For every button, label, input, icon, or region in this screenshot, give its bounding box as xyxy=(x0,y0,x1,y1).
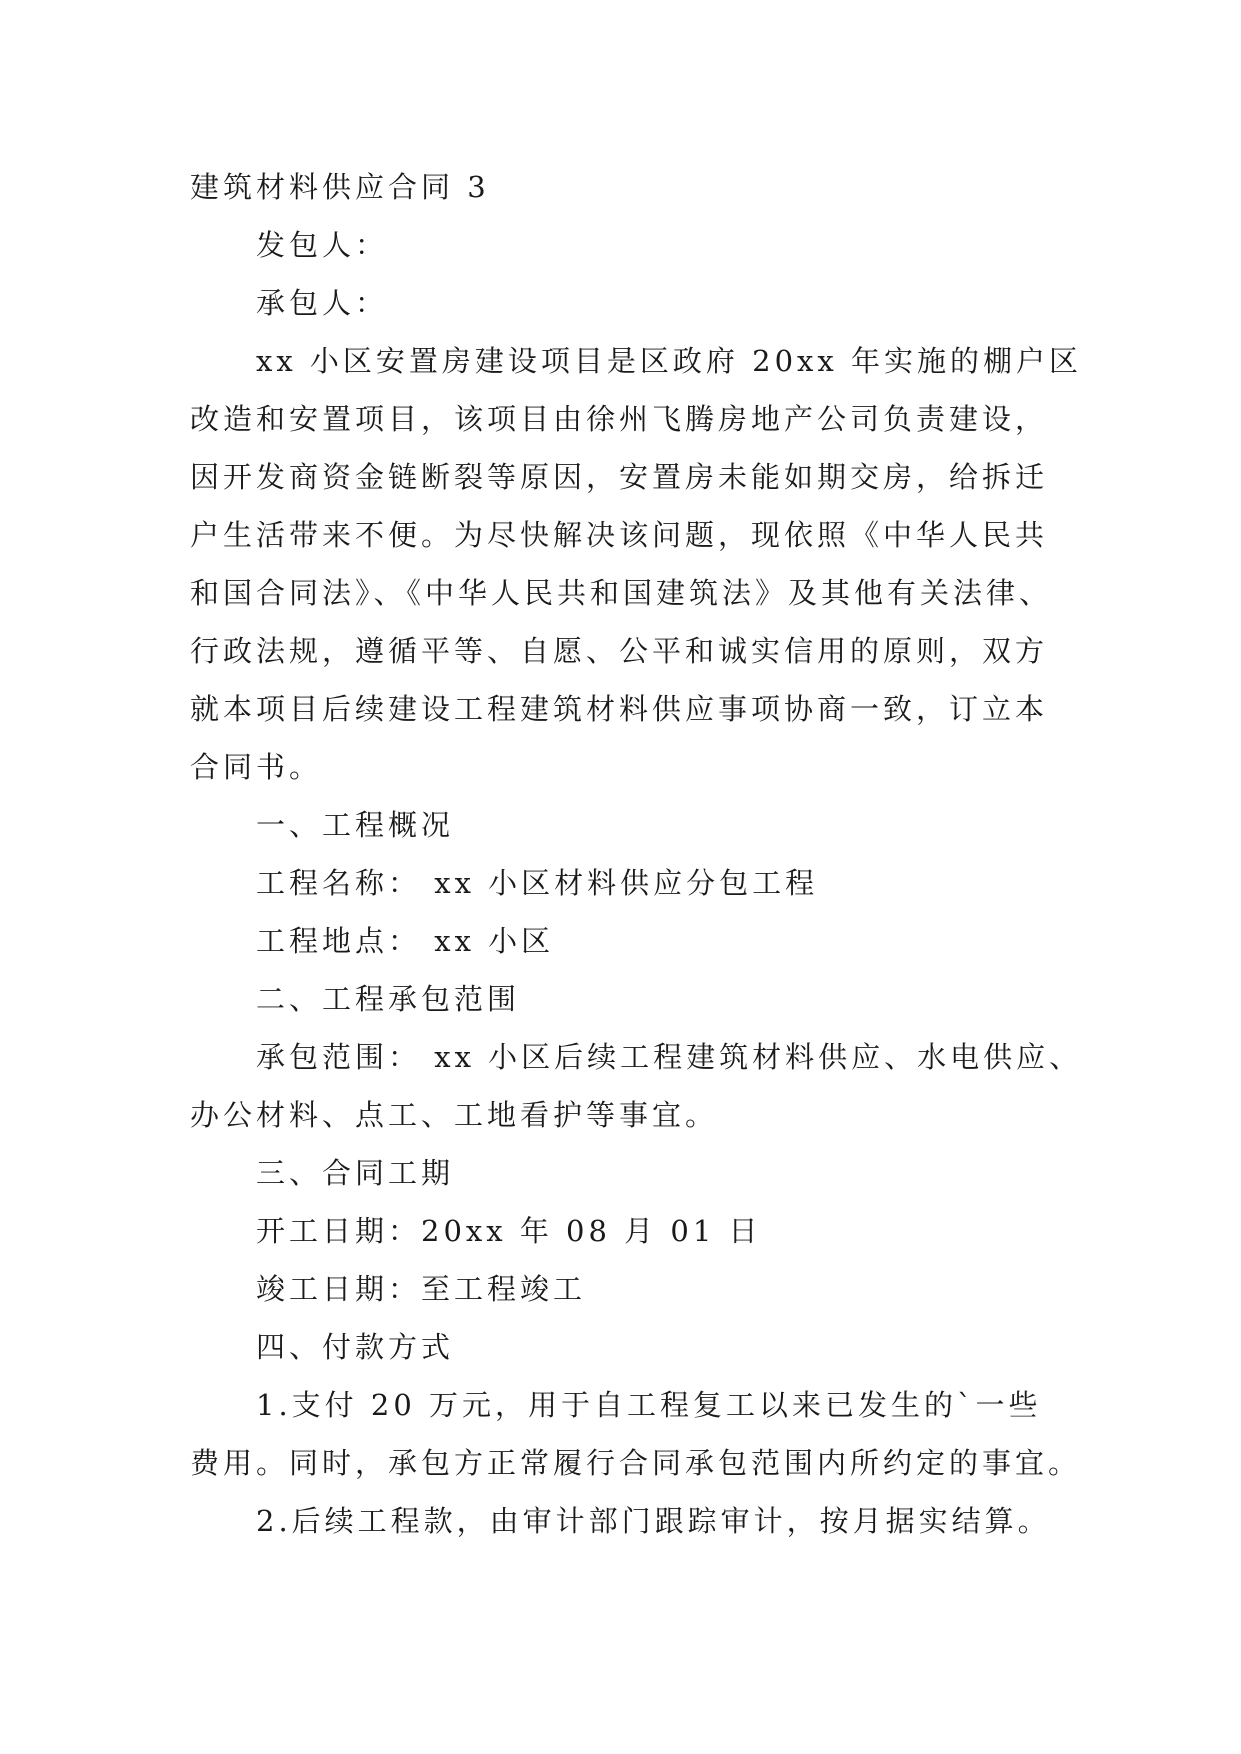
section-heading-period: 三、合同工期 xyxy=(256,1156,455,1190)
section-heading-scope: 二、工程承包范围 xyxy=(256,982,521,1016)
intro-line: 改造和安置项目，该项目由徐州飞腾房地产公司负责建设， xyxy=(190,402,1049,436)
intro-line: xx 小区安置房建设项目是区政府 20xx 年实施的棚户区 xyxy=(256,344,1082,378)
scope-line: 承包范围： xx 小区后续工程建筑材料供应、水电供应、 xyxy=(256,1040,1083,1074)
scope-line: 办公材料、点工、工地看护等事宜。 xyxy=(190,1098,719,1132)
party-b-label: 承包人： xyxy=(256,286,389,320)
scope-paragraph xyxy=(190,1028,1083,1144)
completion-date: 竣工日期：至工程竣工 xyxy=(256,1272,587,1306)
payment-line: 1.支付 20 万元，用于自工程复工以来已发生的`一些 xyxy=(256,1388,1042,1422)
section-heading-overview: 一、工程概况 xyxy=(256,808,455,842)
intro-line: 因开发商资金链断裂等原因，安置房未能如期交房，给拆迁 xyxy=(190,460,1049,494)
project-name: 工程名称： xx 小区材料供应分包工程 xyxy=(256,866,819,900)
section-heading-payment: 四、付款方式 xyxy=(256,1330,455,1364)
payment-item-2: 2.后续工程款，由审计部门跟踪审计，按月据实结算。 xyxy=(256,1504,1051,1538)
payment-line: 费用。同时，承包方正常履行合同承包范围内所约定的事宜。 xyxy=(190,1446,1082,1480)
intro-paragraph xyxy=(190,332,1082,796)
intro-line: 和国合同法》、《中华人民共和国建筑法》及其他有关法律、 xyxy=(190,576,1053,610)
project-location: 工程地点： xx 小区 xyxy=(256,924,555,958)
intro-line: 合同书。 xyxy=(190,750,323,784)
payment-item-1 xyxy=(190,1376,1082,1492)
intro-line: 行政法规，遵循平等、自愿、公平和诚实信用的原则，双方 xyxy=(190,634,1049,668)
start-date: 开工日期：20xx 年 08 月 01 日 xyxy=(256,1214,762,1248)
party-a-label: 发包人： xyxy=(256,228,389,262)
document-body xyxy=(190,158,1083,1550)
intro-line: 户生活带来不便。为尽快解决该问题，现依照《中华人民共 xyxy=(190,518,1049,552)
intro-line: 就本项目后续建设工程建筑材料供应事项协商一致，订立本 xyxy=(190,692,1049,726)
document-title: 建筑材料供应合同 3 xyxy=(190,170,490,204)
